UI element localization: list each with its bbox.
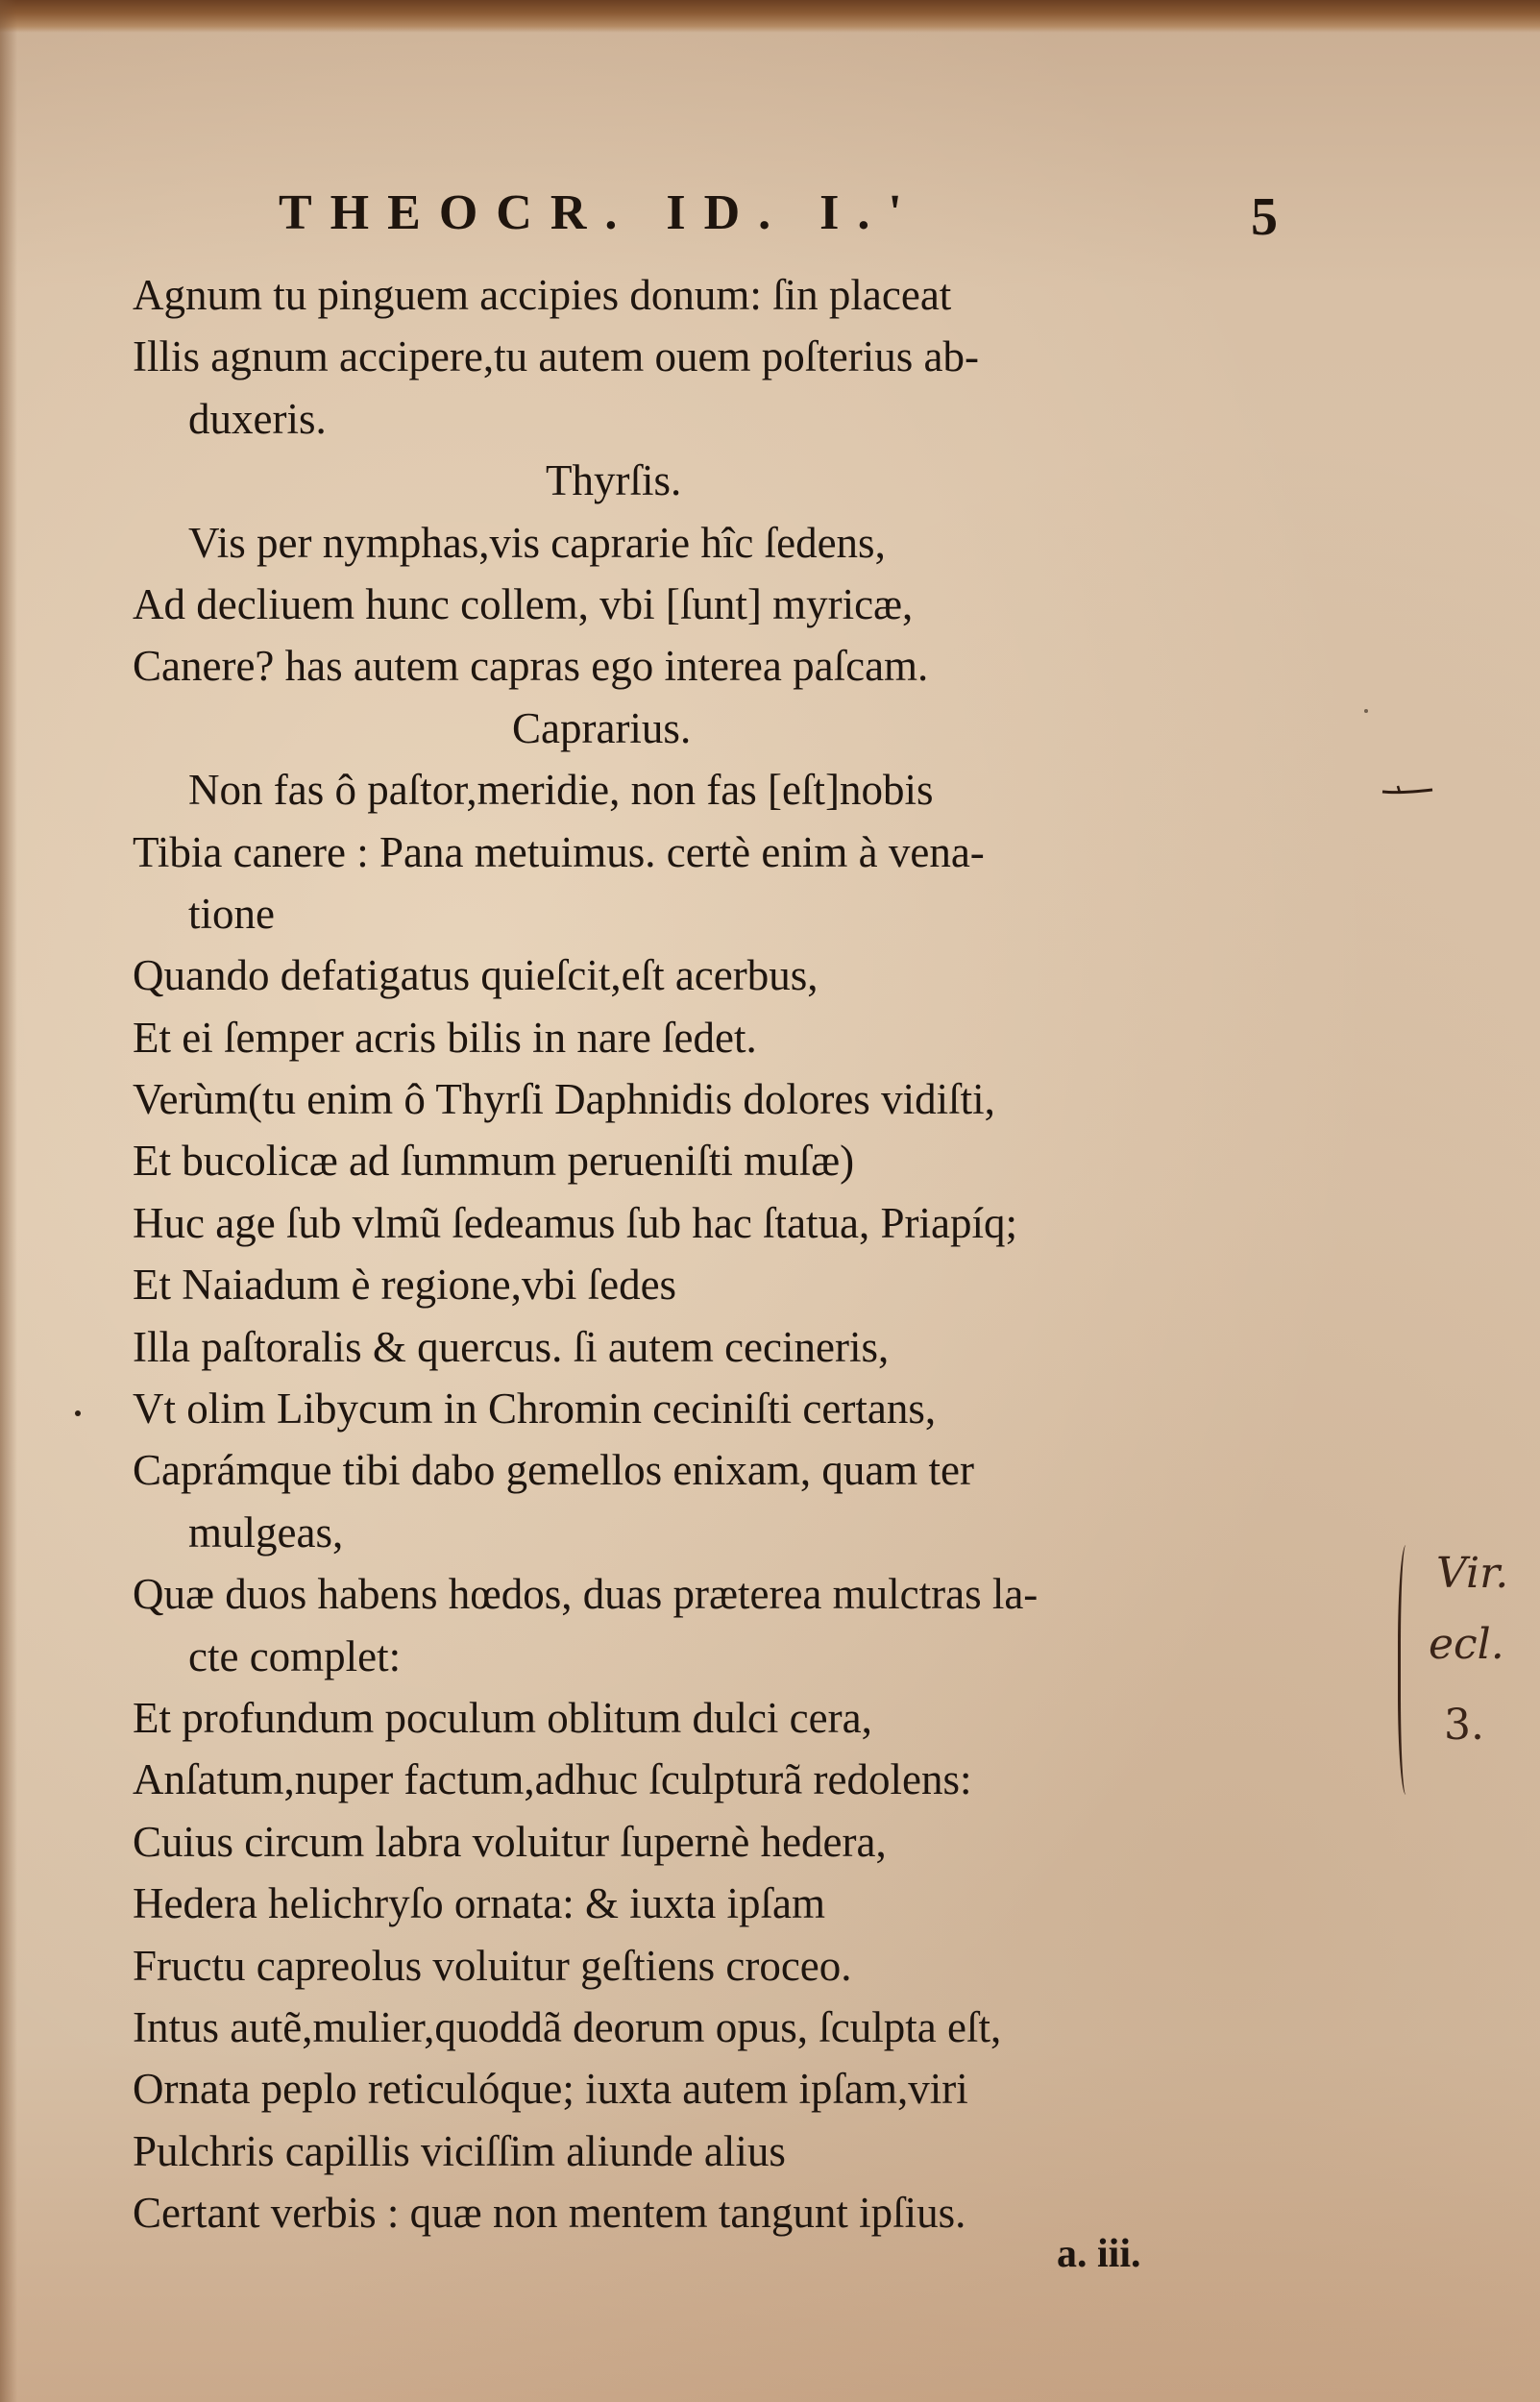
text-line: Fructu capreolus voluitur geſtiens croceo. — [133, 1941, 852, 1990]
margin-note-line: ecl. — [1429, 1620, 1504, 1669]
text-line: cte complet: — [188, 1631, 402, 1680]
text-line: Ornata peplo reticulóque; iuxta autem ipſam,viri — [133, 2065, 968, 2114]
margin-dash-mark — [1381, 784, 1434, 796]
text-line: Verùm(tu enim ô Thyrſi Daphnidis dolores vidiſti, — [133, 1075, 995, 1124]
text-line: Et ei ſemper acris bilis in nare ſedet. — [133, 1013, 757, 1062]
signature-mark: a. iii. — [1057, 2232, 1141, 2276]
text-line: Et Naiadum è regione,vbi ſedes — [133, 1261, 677, 1310]
verse-text-block — [133, 264, 1266, 2244]
page-gutter-shadow — [0, 0, 17, 2402]
text-line: Et profundum poculum oblitum dulci cera, — [133, 1693, 872, 1742]
running-title: THEOCR. ID. I.' — [279, 185, 920, 240]
ink-dot — [75, 1410, 81, 1416]
text-line: Certant verbis : quæ non mentem tangunt ipſius. — [133, 2189, 966, 2238]
text-line: Intus autẽ,mulier,quoddã deorum opus, ſculpta eſt, — [133, 2002, 1002, 2051]
handwritten-margin-note — [1398, 1539, 1532, 1808]
text-line: Quando defatigatus quieſcit,eſt acerbus, — [133, 951, 819, 1000]
text-line: Vt olim Libycum in Chromin ceciniſti certans, — [133, 1385, 937, 1434]
text-line: Et bucolicæ ad ſummum perueniſti muſæ) — [133, 1137, 855, 1186]
bracket-mark — [1398, 1545, 1418, 1795]
text-line: Illis agnum accipere,tu autem ouem poſterius ab- — [133, 332, 979, 381]
ink-dot — [1364, 709, 1368, 713]
text-line: Hedera helichryſo ornata: & iuxta ipſam — [133, 1879, 825, 1928]
text-line: Vis per nymphas,vis caprarie hîc ſedens, — [188, 518, 886, 567]
text-line: Anſatum,nuper factum,adhuc ſculpturã redolens: — [133, 1755, 972, 1804]
text-line: duxeris. — [188, 394, 327, 443]
text-line: Tibia canere : Pana metuimus. certè enim à vena- — [133, 827, 985, 876]
text-line: Canere? has autem capras ego interea paſcam. — [133, 642, 929, 691]
text-line: tione — [188, 889, 275, 938]
page-top-edge — [0, 0, 1540, 33]
text-line: Cuius circum labra voluitur ſupernè hedera, — [133, 1817, 887, 1866]
margin-note-line: 3. — [1444, 1701, 1484, 1750]
text-line: Illa paſtoralis & quercus. ſi autem cecineris, — [133, 1322, 890, 1371]
text-line: Caprámque tibi dabo gemellos enixam, quam ter — [133, 1446, 975, 1495]
speaker-heading: Caprarius. — [512, 703, 692, 752]
text-line: Agnum tu pinguem accipies donum: ſin placeat — [133, 271, 952, 319]
margin-note-line: Vir. — [1436, 1549, 1509, 1598]
text-line: Quæ duos habens hœdos, duas præterea mulctras la- — [133, 1570, 1039, 1619]
text-line: mulgeas, — [188, 1507, 344, 1556]
text-line: Non fas ô paſtor,meridie, non fas [eſt]nobis — [188, 766, 934, 815]
text-line: Pulchris capillis viciſſim aliunde alius — [133, 2126, 786, 2175]
running-head — [279, 184, 1278, 252]
text-line: Ad decliuem hunc collem, vbi [ſunt] myricæ, — [133, 579, 914, 628]
speaker-heading: Thyrſis. — [546, 456, 682, 505]
page-number: 5 — [1251, 187, 1278, 247]
text-line: Huc age ſub vlmũ ſedeamus ſub hac ſtatua, Priapíq; — [133, 1198, 1018, 1247]
